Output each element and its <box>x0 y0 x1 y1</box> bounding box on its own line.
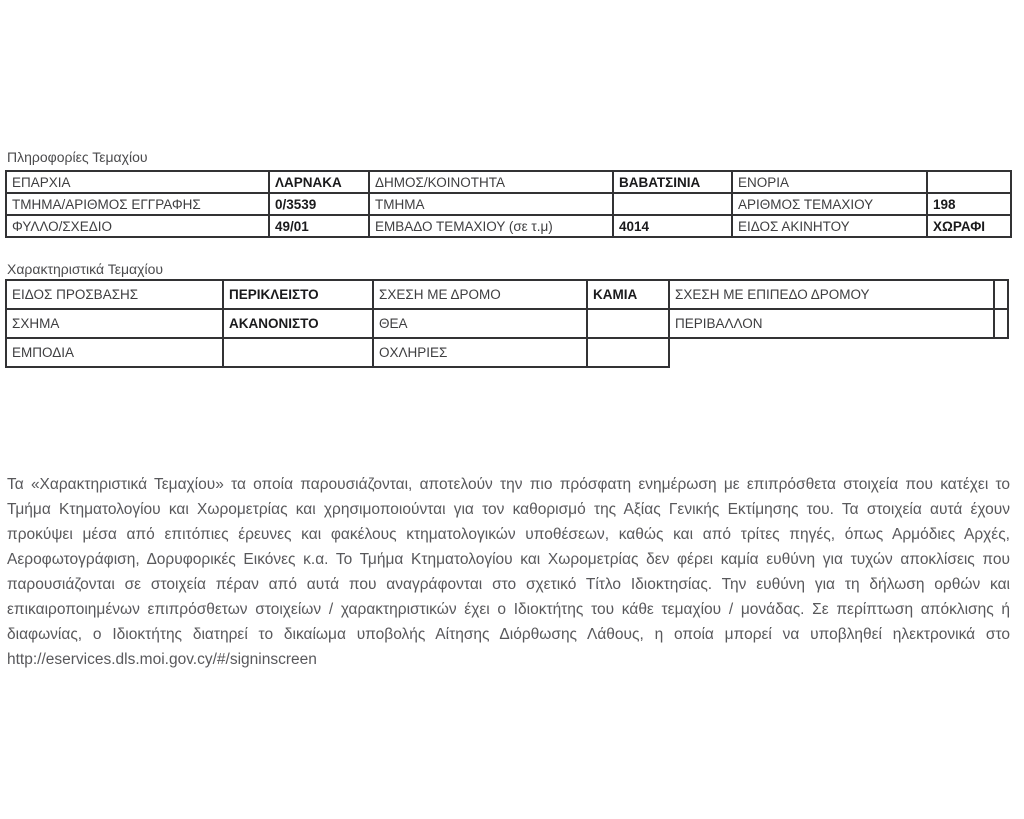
table-row <box>5 170 1012 194</box>
value-enoria <box>926 170 1012 194</box>
value-arithmos-temachiou: 198 <box>926 192 1012 216</box>
value-eparchia: ΛΑΡΝΑΚΑ <box>268 170 370 194</box>
label-fyllo-schedio: ΦΥΛΛΟ/ΣΧΕΔΙΟ <box>5 214 270 238</box>
value-thea <box>586 308 670 339</box>
label-eidos-akinitou: ΕΙΔΟΣ ΑΚΙΝΗΤΟΥ <box>731 214 928 238</box>
disclaimer-paragraph <box>7 472 1010 672</box>
label-schima: ΣΧΗΜΑ <box>5 308 224 339</box>
label-perivallon: ΠΕΡΙΒΑΛΛΟΝ <box>668 308 995 339</box>
label-empodia: ΕΜΠΟΔΙΑ <box>5 337 224 368</box>
label-tmima: ΤΜΗΜΑ <box>368 192 614 216</box>
value-perivallon <box>993 308 1009 339</box>
table-row <box>5 308 1009 339</box>
value-tmima-arithmos-eggrafis: 0/3539 <box>268 192 370 216</box>
label-enoria: ΕΝΟΡΙΑ <box>731 170 928 194</box>
parcel-info-table <box>5 170 1012 238</box>
value-schesi-me-dromo: ΚΑΜΙΑ <box>586 279 670 310</box>
disclaimer-text: Τα «Χαρακτηριστικά Τεμαχίου» τα οποία παρουσιάζονται, αποτελούν την πιο πρόσφατη ενημέρωση με επιπρόσθετα στοιχεία που κατέχει το Τμήμα Κτηματολογίου και Χωρομετρίας και χρησιμοποιούνται για τον καθορισμό της Αξίας Γενικής Εκτίμησης του. Τα στοιχεία αυτά έχουν προκύψει μέσα από επιτόπιες έρευνες και φακέλους κτηματολογικών υποθέσεων, καθώς και από τρίτες πηγές, όπως Αρμόδιες Αρχές, Αεροφωτογράφιση, Δορυφορικές Εικόνες κ.α. Το Τμήμα Κτηματολογίου και Χωρομετρίας δεν φέρει καμία ευθύνη για τυχών αποκλίσεις που παρουσιάζονται σε στοιχεία πέραν από αυτά που αναγράφονται στο σχετικό Τίτλο Ιδιοκτησίας. Την ευθύνη για τη δήλωση ορθών και επικαιροποιημένων επιπρόσθετων στοιχείων / χαρακτηριστικών έχει ο Ιδιοκτήτης του κάθε τεμαχίου / μονάδας. Σε περίπτωση απόκλισης ή διαφωνίας, ο Ιδιοκτήτης διατηρεί το δικαίωμα υποβολής Αίτησης Διόρθωσης Λάθους, η οποία μπορεί να υποβληθεί ηλεκτρονικά στο <box>7 475 1010 643</box>
label-emvado-temachiou: ΕΜΒΑΔΟ ΤΕΜΑΧΙΟΥ (σε τ.μ) <box>368 214 614 238</box>
section-title-parcel-info: Πληροφορίες Τεμαχίου <box>7 149 148 165</box>
disclaimer-url[interactable]: http://eservices.dls.moi.gov.cy/#/signinscreen <box>7 650 317 668</box>
value-dimos-koinotita: ΒΑΒΑΤΣΙΝΙΑ <box>612 170 733 194</box>
value-eidos-akinitou: ΧΩΡΑΦΙ <box>926 214 1012 238</box>
label-arithmos-temachiou: ΑΡΙΘΜΟΣ ΤΕΜΑΧΙΟΥ <box>731 192 928 216</box>
value-tmima <box>612 192 733 216</box>
label-tmima-arithmos-eggrafis: ΤΜΗΜΑ/ΑΡΙΘΜΟΣ ΕΓΓΡΑΦΗΣ <box>5 192 270 216</box>
value-fyllo-schedio: 49/01 <box>268 214 370 238</box>
label-thea: ΘΕΑ <box>372 308 588 339</box>
value-empodia <box>222 337 374 368</box>
label-dimos-koinotita: ΔΗΜΟΣ/ΚΟΙΝΟΤΗΤΑ <box>368 170 614 194</box>
table-row <box>5 279 1009 310</box>
value-eidos-prosvasis: ΠΕΡΙΚΛΕΙΣΤΟ <box>222 279 374 310</box>
value-schima: ΑΚΑΝΟΝΙΣΤΟ <box>222 308 374 339</box>
label-schesi-epipedo-dromou: ΣΧΕΣΗ ΜΕ ΕΠΙΠΕΔΟ ΔΡΟΜΟΥ <box>668 279 995 310</box>
value-emvado-temachiou: 4014 <box>612 214 733 238</box>
label-eidos-prosvasis: ΕΙΔΟΣ ΠΡΟΣΒΑΣΗΣ <box>5 279 224 310</box>
label-ochliries: ΟΧΛΗΡΙΕΣ <box>372 337 588 368</box>
table-row <box>5 214 1012 238</box>
value-ochliries <box>586 337 670 368</box>
table-row <box>5 337 1009 368</box>
label-eparchia: ΕΠΑΡΧΙΑ <box>5 170 270 194</box>
label-schesi-me-dromo: ΣΧΕΣΗ ΜΕ ΔΡΟΜΟ <box>372 279 588 310</box>
value-schesi-epipedo-dromou <box>993 279 1009 310</box>
section-title-characteristics: Χαρακτηριστικά Τεμαχίου <box>7 261 164 277</box>
table-row <box>5 192 1012 216</box>
characteristics-table <box>5 279 1009 368</box>
